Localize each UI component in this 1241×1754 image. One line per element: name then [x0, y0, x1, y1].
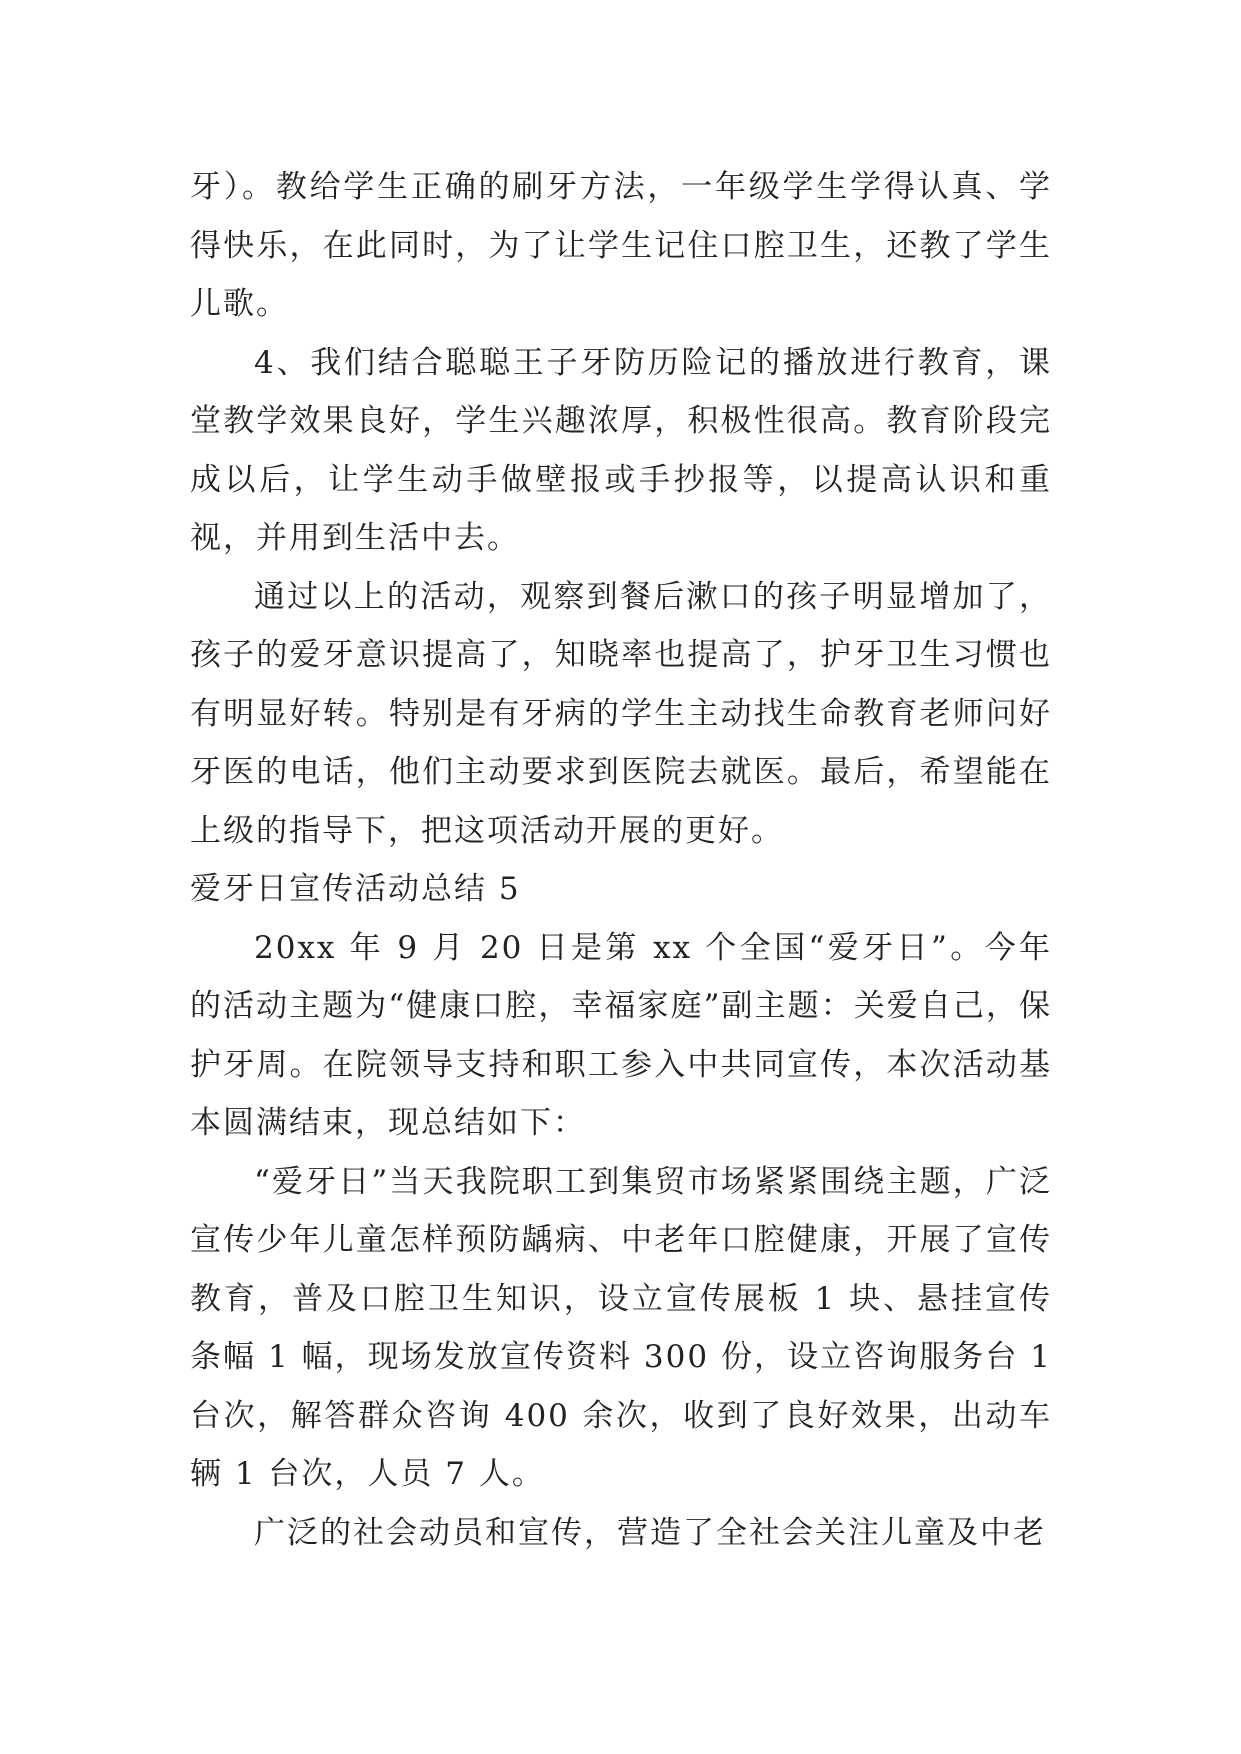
section-title: 爱牙日宣传活动总结 5	[190, 871, 521, 907]
paragraph-3: 通过以上的活动，观察到餐后漱口的孩子明显增加了，孩子的爱牙意识提高了，知晓率也提高了，护牙卫生习惯也有明显好转。特别是有牙病的学生主动找生命教育老师问好牙医的电话，他们主动要求到医院去就医。最后，希望能在上级的指导下，把这项活动开展的更好。	[190, 578, 1052, 849]
section-paragraph-2: “爱牙日”当天我院职工到集贸市场紧紧围绕主题，广泛宣传少年儿童怎样预防龋病、中老年口腔健康，开展了宣传教育，普及口腔卫生知识，设立宣传展板 1 块、悬挂宣传条幅 1 幅，现场发放宣传资料 300 份，设立咨询服务台 1 台次，解答群众咨询 400 余次，收到了良好效果，出动车辆 1 台次，人员 7 人。	[190, 1163, 1052, 1492]
paragraph-1: 牙）。教给学生正确的刷牙方法，一年级学生学得认真、学得快乐，在此同时，为了让学生记住口腔卫生，还教了学生儿歌。	[190, 169, 1052, 322]
document-body	[190, 158, 1052, 1562]
section-paragraph-3: 广泛的社会动员和宣传，营造了全社会关注儿童及中老	[254, 1514, 1046, 1551]
paragraph-2: 4、我们结合聪聪王子牙防历险记的播放进行教育，课堂教学效果良好，学生兴趣浓厚，积极性很高。教育阶段完成以后，让学生动手做壁报或手抄报等，以提高认识和重视，并用到生活中去。	[190, 344, 1052, 556]
section-paragraph-1: 20xx 年 9 月 20 日是第 xx 个全国“爱牙日”。今年的活动主题为“健康口腔，幸福家庭”副主题：关爱自己，保护牙周。在院领导支持和职工参入中共同宣传，本次活动基本圆满结束，现总结如下：	[190, 929, 1052, 1141]
